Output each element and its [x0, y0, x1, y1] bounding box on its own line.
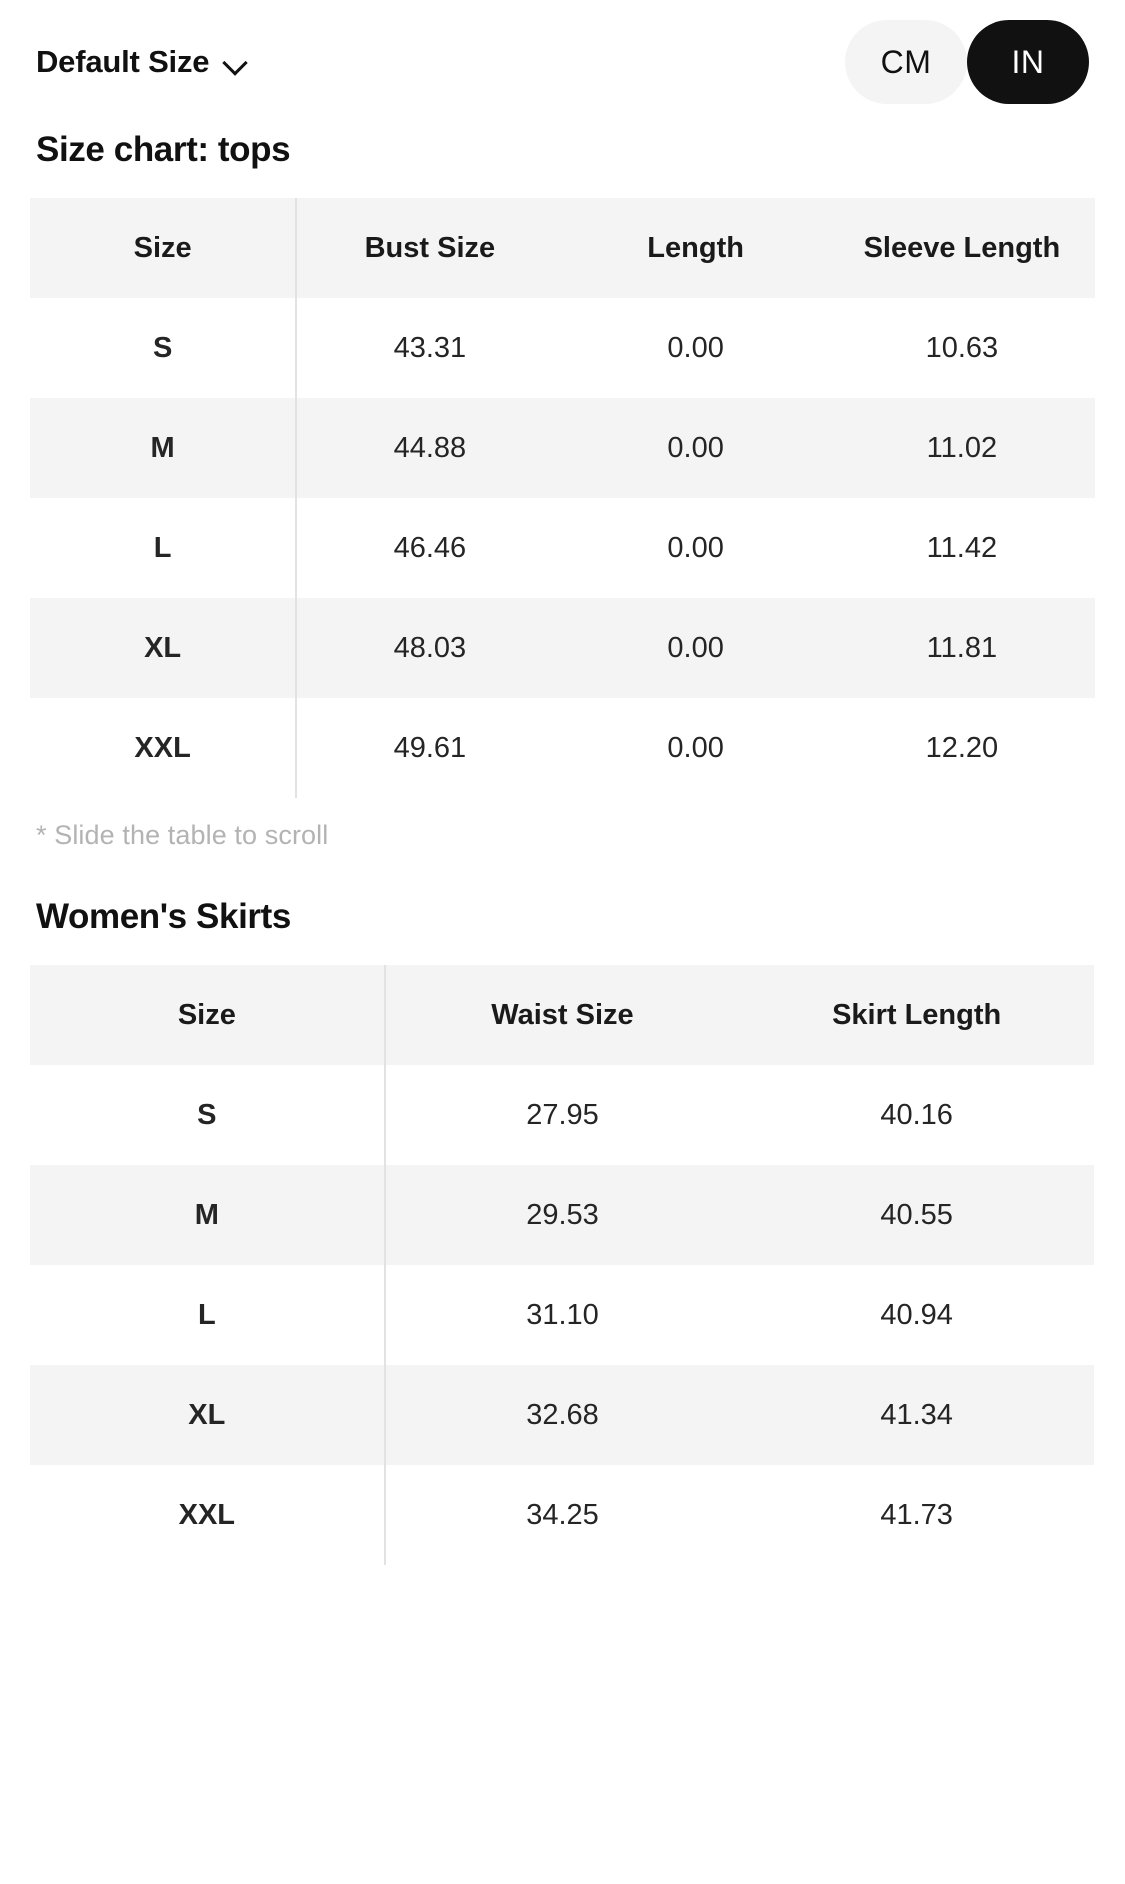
table-row	[30, 598, 1095, 698]
cell-size: XL	[30, 1365, 385, 1465]
scroll-hint-note: * Slide the table to scroll	[36, 820, 329, 850]
cell-waist: 34.25	[526, 1498, 599, 1531]
section-title-tops: Size chart: tops	[36, 130, 291, 169]
skirts-size-table	[30, 965, 1095, 1565]
cell-waist: 27.95	[526, 1098, 599, 1131]
cell-size: M	[30, 398, 296, 498]
cell-size: XL	[30, 598, 296, 698]
tops-size-table	[30, 198, 1095, 798]
chevron-down-icon	[223, 49, 249, 75]
cell-skirt-length: 41.73	[880, 1498, 953, 1531]
table-row	[30, 498, 1095, 598]
cell-sleeve: 11.42	[926, 531, 998, 564]
cell-waist: 32.68	[385, 1365, 740, 1465]
unit-toggle	[845, 20, 1089, 104]
cell-bust: 46.46	[393, 531, 467, 564]
cell-size: M	[30, 1165, 385, 1265]
cell-size: S	[30, 1065, 385, 1165]
cell-waist: 29.53	[385, 1165, 740, 1265]
cell-length: 0.00	[667, 331, 724, 364]
cell-sleeve: 12.20	[925, 731, 999, 764]
column-header-waist: Waist Size	[385, 965, 740, 1065]
table-header-row	[30, 965, 1094, 1065]
skirts-table-container[interactable]	[0, 965, 1125, 1565]
cell-sleeve: 10.63	[925, 331, 999, 364]
section-title-skirts: Women's Skirts	[36, 897, 291, 936]
cell-skirt-length: 40.55	[739, 1165, 1094, 1265]
skirts-table-body	[30, 1065, 1094, 1565]
cell-sleeve: 11.02	[829, 398, 1095, 498]
cell-skirt-length: 40.94	[880, 1298, 953, 1331]
column-header-size: Size	[30, 198, 296, 298]
top-bar	[0, 0, 1125, 112]
table-row	[30, 1465, 1094, 1565]
table-header-row	[30, 198, 1095, 298]
table-row	[30, 298, 1095, 398]
size-type-selector[interactable]	[36, 44, 249, 80]
tops-table-container[interactable]	[0, 198, 1125, 798]
cell-size: XXL	[30, 698, 296, 798]
cell-skirt-length: 40.16	[880, 1098, 953, 1131]
column-header-size: Size	[30, 965, 385, 1065]
column-header-sleeve: Sleeve Length	[829, 198, 1095, 298]
table-row	[30, 1365, 1094, 1465]
cell-size: S	[30, 298, 296, 398]
cell-bust: 49.61	[393, 731, 467, 764]
cell-sleeve: 11.81	[829, 598, 1095, 698]
cell-length: 0.00	[563, 598, 829, 698]
unit-option-cm[interactable]: CM	[845, 20, 967, 104]
cell-bust: 43.31	[393, 331, 467, 364]
table-row	[30, 1165, 1094, 1265]
cell-bust: 48.03	[296, 598, 562, 698]
size-type-label: Default Size	[36, 44, 210, 79]
cell-size: L	[30, 1265, 385, 1365]
cell-size: XXL	[30, 1465, 385, 1565]
table-row	[30, 1065, 1094, 1165]
cell-length: 0.00	[563, 398, 829, 498]
tops-table-head	[30, 198, 1095, 298]
cell-length: 0.00	[667, 731, 724, 764]
cell-waist: 31.10	[526, 1298, 599, 1331]
column-header-bust: Bust Size	[296, 198, 562, 298]
tops-table-body	[30, 298, 1095, 798]
cell-size: L	[30, 498, 296, 598]
skirts-table-head	[30, 965, 1094, 1065]
cell-length: 0.00	[667, 531, 724, 564]
unit-option-in[interactable]: IN	[967, 20, 1089, 104]
table-row	[30, 398, 1095, 498]
table-row	[30, 1265, 1094, 1365]
table-row	[30, 698, 1095, 798]
cell-bust: 44.88	[296, 398, 562, 498]
column-header-skirt-length: Skirt Length	[739, 965, 1094, 1065]
column-header-length: Length	[563, 198, 829, 298]
cell-skirt-length: 41.34	[739, 1365, 1094, 1465]
